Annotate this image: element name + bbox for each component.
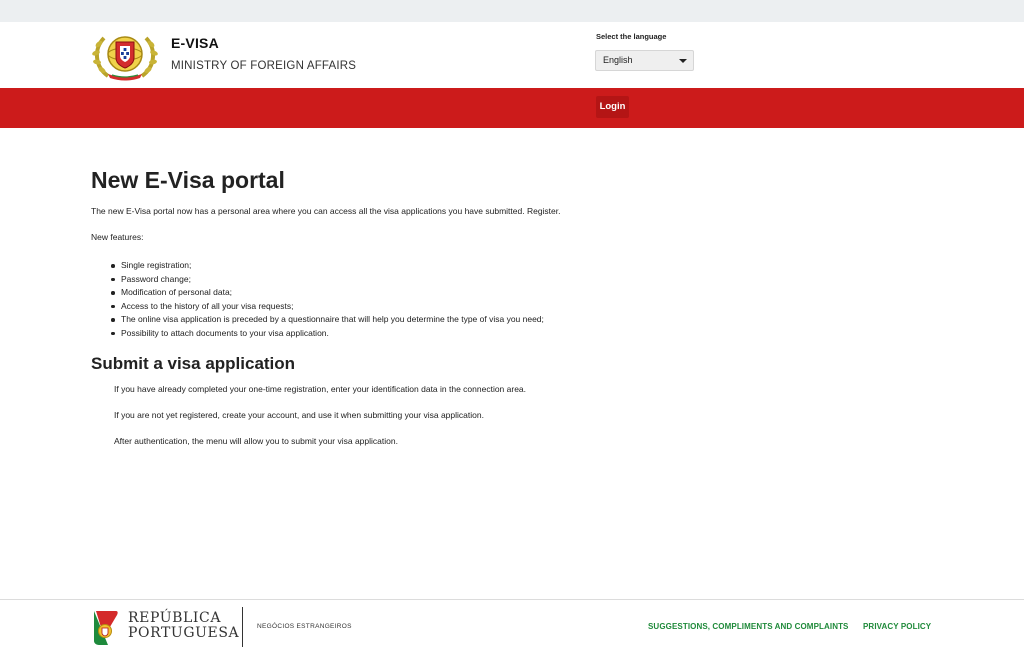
features-list bbox=[109, 259, 791, 341]
chevron-down-icon bbox=[679, 59, 687, 63]
language-select[interactable] bbox=[595, 50, 694, 71]
submit-heading: Submit a visa application bbox=[91, 353, 296, 373]
list-item: Access to the history of all your visa requests; bbox=[109, 300, 791, 314]
suggestions-link[interactable]: SUGGESTIONS, COMPLIMENTS AND COMPLAINTS bbox=[648, 622, 849, 631]
language-selected-value: English bbox=[603, 55, 633, 65]
list-item: Password change; bbox=[109, 273, 791, 287]
site-title: E-VISA bbox=[171, 35, 219, 51]
submit-instructions bbox=[91, 384, 791, 447]
submit-paragraph: If you are not yet registered, create your account, and use it when submitting your visa application. bbox=[114, 409, 484, 420]
privacy-policy-link[interactable]: PRIVACY POLICY bbox=[863, 622, 932, 631]
site-footer bbox=[0, 599, 1024, 656]
main-content bbox=[91, 166, 791, 462]
main-navbar bbox=[0, 88, 1024, 128]
login-button[interactable]: Login bbox=[596, 96, 629, 118]
list-item: The online visa application is preceded by a questionnaire that will help you determine the type of visa you need; bbox=[109, 313, 791, 327]
republic-line-1: REPÚBLICA bbox=[128, 610, 222, 626]
language-label: Select the language bbox=[596, 32, 667, 41]
features-label: New features: bbox=[91, 232, 144, 242]
site-header bbox=[0, 22, 1024, 88]
footer-divider bbox=[242, 607, 243, 647]
list-item: Single registration; bbox=[109, 259, 791, 273]
submit-paragraph: If you have already completed your one-time registration, enter your identification data in the connection area. bbox=[114, 383, 527, 394]
republica-portuguesa-text bbox=[128, 611, 239, 641]
ministry-name: NEGÓCIOS ESTRANGEIROS bbox=[257, 623, 352, 630]
page-title: New E-Visa portal bbox=[91, 167, 285, 193]
intro-text: The new E-Visa portal now has a personal area where you can access all the visa applications you have submitted. Register. bbox=[91, 206, 561, 216]
portugal-crest-icon[interactable] bbox=[90, 28, 160, 82]
browser-top-strip bbox=[0, 0, 1024, 22]
list-item: Possibility to attach documents to your visa application. bbox=[109, 327, 791, 341]
list-item: Modification of personal data; bbox=[109, 286, 791, 300]
site-subtitle: MINISTRY OF FOREIGN AFFAIRS bbox=[171, 60, 357, 72]
republic-line-2: PORTUGUESA bbox=[128, 625, 240, 641]
republica-portuguesa-logo-icon[interactable] bbox=[90, 607, 120, 647]
submit-paragraph: After authentication, the menu will allow you to submit your visa application. bbox=[114, 435, 398, 446]
